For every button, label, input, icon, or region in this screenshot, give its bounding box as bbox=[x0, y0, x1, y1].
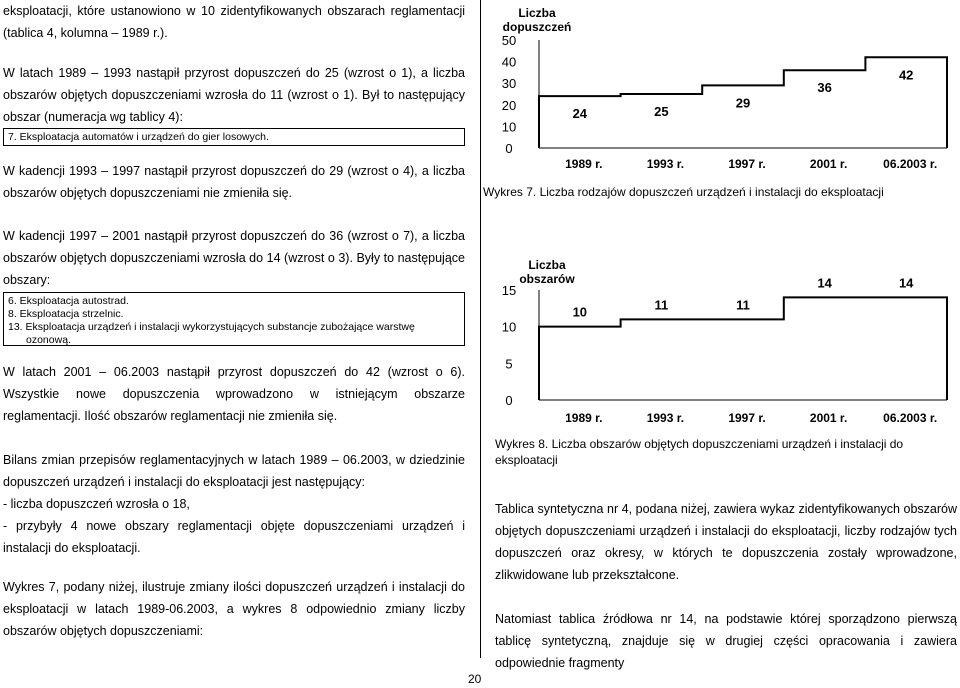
paragraph-table-4: Tablica syntetyczna nr 4, podana niżej, zawiera wykaz zidentyfikowanych obszarów objętych dopuszczeniami urządzeń i instalacji do eksploatacji, liczby rodzajów tych dopuszczeń oraz okresy, w których te dopuszczenia zostały wprowadzone, zlikwidowane lub przekształcone. bbox=[495, 502, 957, 582]
data-label: 10 bbox=[572, 304, 588, 320]
chart-7 bbox=[485, 0, 957, 185]
column-divider bbox=[480, 0, 481, 658]
chart-7-caption: Wykres 7. Liczba rodzajów dopuszczeń urządzeń i instalacji do eksploatacji bbox=[483, 185, 884, 199]
x-tick-label: 2001 r. bbox=[809, 411, 848, 425]
list-item-2 bbox=[3, 515, 465, 559]
paragraph-1997-2001: W kadencji 1997 – 2001 nastąpił przyrost dopuszczeń do 36 (wzrost o 7), a liczba obszarów objętych dopuszczeniami wzrosła do 14 (wzrost o 3). Były to następujące obszary: bbox=[3, 229, 465, 287]
y-tick-label: 50 bbox=[501, 33, 517, 48]
data-label: 36 bbox=[817, 80, 832, 96]
data-label: 14 bbox=[898, 275, 914, 291]
paragraph-2001-2003: W latach 2001 – 06.2003 nastąpił przyrost dopuszczeń do 42 (wzrost o 6). Wszystkie nowe dopuszczenia wprowadzono w istniejącym obszarze reglamentacji. Ilość obszarów reglamentacji nie zmieniła się. bbox=[3, 365, 465, 423]
area-item: 13. Eksploatacja urządzeń i instalacji wykorzystujących substancje zubożające warstwę bbox=[8, 321, 415, 333]
x-tick-label: 1993 r. bbox=[646, 411, 685, 425]
paragraph-1993-1997: W kadencji 1993 – 1997 nastąpił przyrost dopuszczeń do 29 (wzrost o 4), a liczba obszarów objętych dopuszczeniami nie zmieniła się. bbox=[3, 164, 465, 200]
y-tick-label: 10 bbox=[501, 119, 517, 135]
x-tick-label: 06.2003 r. bbox=[883, 411, 938, 425]
list-item-2-text: - przybyły 4 nowe obszary reglamentacji objęte dopuszczeniami urządzeń i instalacji do eksploatacji. bbox=[3, 519, 465, 555]
area-item: 7. Eksploatacja automatów i urządzeń do gier losowych. bbox=[8, 131, 269, 143]
x-tick-label: 1989 r. bbox=[565, 157, 603, 171]
paragraph-table-14: Natomiast tablica źródłowa nr 14, na podstawie której sporządzono pierwszą tablicę syntetyczną, znajduje się w drugiej części opracowania i zawiera odpowiednie fragmenty bbox=[495, 612, 957, 670]
y-tick-label: 15 bbox=[501, 283, 517, 298]
y-tick-label: 0 bbox=[505, 141, 513, 156]
y-axis-label: Liczba bbox=[518, 6, 556, 20]
y-axis-label: Liczba bbox=[528, 258, 566, 272]
area-box-2 bbox=[3, 292, 465, 346]
area-item: 8. Eksploatacja strzelnic. bbox=[8, 308, 124, 320]
chart-8 bbox=[485, 250, 957, 430]
y-tick-label: 20 bbox=[501, 97, 517, 113]
y-axis-label: dopuszczeń bbox=[502, 20, 572, 34]
data-label: 11 bbox=[654, 297, 669, 313]
area-item: ozonową. bbox=[26, 334, 71, 346]
y-tick-label: 40 bbox=[501, 54, 517, 70]
y-axis-label: obszarów bbox=[519, 272, 575, 286]
x-tick-label: 2001 r. bbox=[809, 157, 848, 171]
y-tick-label: 5 bbox=[505, 356, 513, 372]
data-series-line bbox=[539, 297, 947, 400]
data-label: 29 bbox=[735, 95, 751, 111]
paragraph-intro-continued: eksploatacji, które ustanowiono w 10 zidentyfikowanych obszarach reglamentacji (tablica 4, kolumna – 1989 r.). bbox=[3, 4, 465, 40]
x-tick-label: 1993 r. bbox=[646, 157, 685, 171]
data-label: 14 bbox=[817, 275, 832, 291]
x-tick-label: 06.2003 r. bbox=[883, 157, 938, 171]
page-number: 20 bbox=[468, 672, 482, 686]
y-tick-label: 0 bbox=[505, 393, 513, 408]
y-tick-label: 10 bbox=[501, 319, 517, 335]
data-label: 25 bbox=[654, 104, 669, 119]
data-label: 24 bbox=[572, 106, 588, 122]
paragraph-1989-1993: W latach 1989 – 1993 nastąpił przyrost dopuszczeń do 25 (wzrost o 1), a liczba obszarów objętych dopuszczeniami wzrosła do 11 (wzrost o 1). Był to następujący obszar (numeracja wg tablicy 4): bbox=[3, 66, 465, 124]
x-tick-label: 1997 r. bbox=[728, 411, 766, 425]
paragraph-charts-intro: Wykres 7, podany niżej, ilustruje zmiany ilości dopuszczeń urządzeń i instalacji do eksploatacji w latach 1989-06.2003, a wykres 8 odpowiednio zmiany liczby obszarów objętych dopuszczeniami: bbox=[3, 580, 465, 638]
y-tick-label: 30 bbox=[501, 76, 517, 92]
chart-8-caption: Wykres 8. Liczba obszarów objętych dopuszczeniami urządzeń i instalacji do eksploatacji bbox=[495, 437, 904, 467]
area-item: 6. Eksploatacja autostrad. bbox=[8, 295, 129, 307]
area-box-1 bbox=[3, 128, 465, 146]
x-tick-label: 1997 r. bbox=[728, 157, 766, 171]
x-tick-label: 1989 r. bbox=[565, 411, 603, 425]
data-label: 42 bbox=[898, 67, 914, 83]
paragraph-balance: Bilans zmian przepisów reglamentacyjnych w latach 1989 – 06.2003, w dziedzinie dopuszczeń urządzeń i instalacji do eksploatacji jest następujący: bbox=[3, 453, 465, 489]
list-item-1: - liczba dopuszczeń wzrosła o 18, bbox=[3, 497, 190, 511]
data-label: 11 bbox=[736, 297, 750, 313]
